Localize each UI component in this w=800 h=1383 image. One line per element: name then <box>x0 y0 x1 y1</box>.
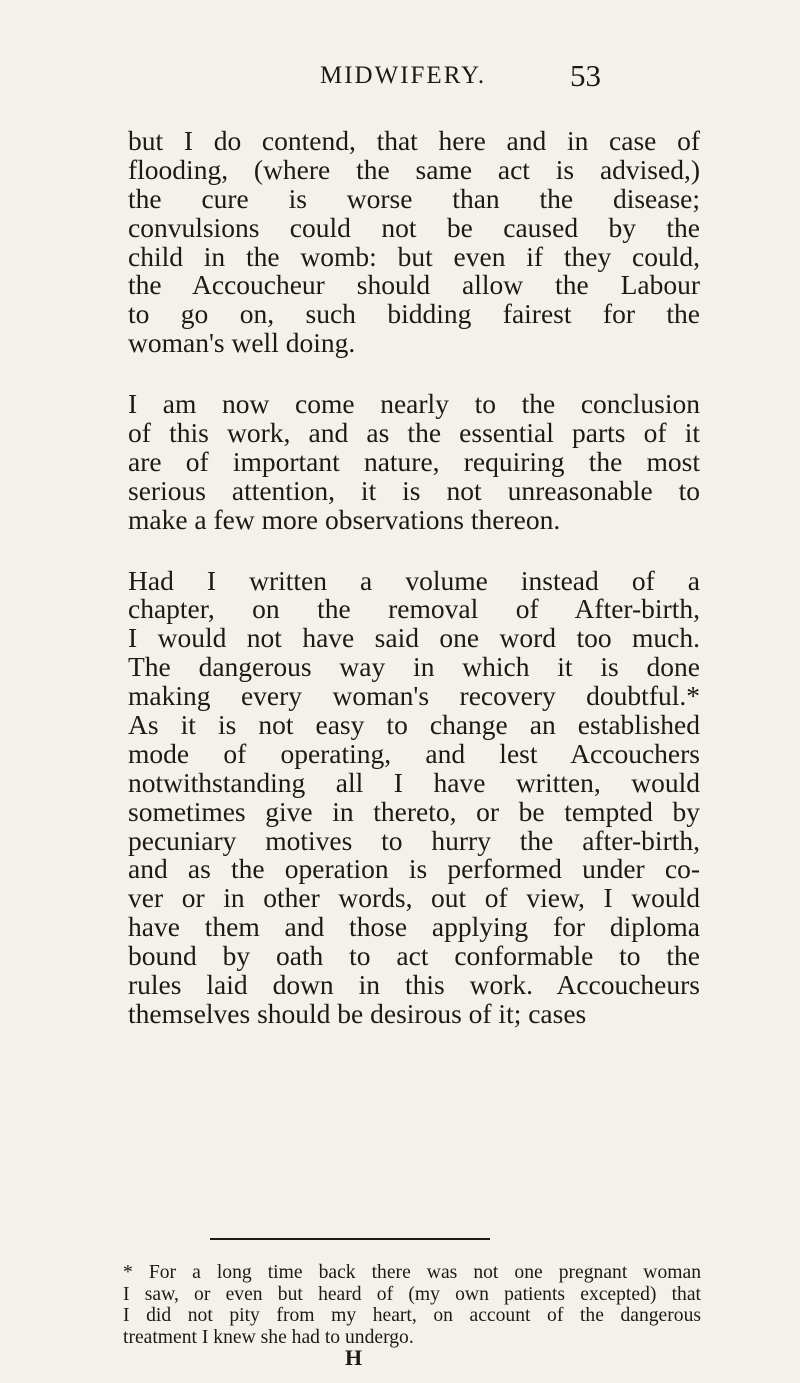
text-line: rules laid down in this work. Accoucheurs <box>128 969 700 1001</box>
text-line: I am now come nearly to the conclusion <box>128 388 700 420</box>
text-line: The dangerous way in which it is done <box>128 651 700 683</box>
text-line: convulsions could not be caused by the <box>128 211 700 243</box>
footnote-line: treatment I knew she had to undergo. <box>123 1326 414 1348</box>
text-line: themselves should be desirous of it; cases <box>128 997 587 1029</box>
footnote-line: I did not pity from my heart, on account of the dangerous <box>123 1305 701 1326</box>
signature-mark: H <box>345 1345 363 1370</box>
paragraph <box>128 564 700 1029</box>
text-line: mode of operating, and lest Accouchers <box>128 737 700 769</box>
text-line: to go on, such bidding fairest for the <box>128 298 700 330</box>
page-number: 53 <box>570 58 601 93</box>
text-line: notwithstanding all I have written, would <box>128 766 700 798</box>
text-line: woman's well doing. <box>128 327 356 359</box>
footnote-rule <box>210 1238 490 1240</box>
text-line: are of important nature, requiring the most <box>128 445 700 477</box>
text-line: I would not have said one word too much. <box>128 622 700 654</box>
footnote <box>123 1262 701 1348</box>
text-line: make a few more observations thereon. <box>128 503 561 535</box>
text-line: chapter, on the removal of After-birth, <box>128 593 700 625</box>
page-header <box>0 58 800 98</box>
text-line: the cure is worse than the disease; <box>128 182 700 214</box>
text-line: and as the operation is performed under co- <box>128 853 700 885</box>
text-line: child in the womb: but even if they could, <box>128 240 700 272</box>
text-line: of this work, and as the essential parts of it <box>128 417 700 449</box>
footnote-line: * For a long time back there was not one pregnant woman <box>123 1262 701 1283</box>
text-line: have them and those applying for diploma <box>128 911 700 943</box>
text-line: bound by oath to act conformable to the <box>128 940 700 972</box>
text-line: pecuniary motives to hurry the after-birth, <box>128 824 700 856</box>
paragraph <box>128 390 700 534</box>
text-line: serious attention, it is not unreasonable to <box>128 474 700 506</box>
paragraph <box>128 127 700 358</box>
text-line: ver or in other words, out of view, I would <box>128 882 700 914</box>
body-text <box>128 127 700 1061</box>
text-line: making every woman's recovery doubtful.* <box>128 680 700 712</box>
text-line: the Accoucheur should allow the Labour <box>128 269 700 301</box>
text-line: As it is not easy to change an established <box>128 709 700 741</box>
text-line: sometimes give in thereto, or be tempted by <box>128 795 700 827</box>
running-title: MIDWIFERY. <box>320 62 487 89</box>
text-line: flooding, (where the same act is advised,) <box>128 153 700 185</box>
footnote-line: I saw, or even but heard of (my own patients excepted) that <box>123 1283 701 1305</box>
text-line: but I do contend, that here and in case of <box>128 125 700 156</box>
text-line: Had I written a volume instead of a <box>128 564 700 596</box>
